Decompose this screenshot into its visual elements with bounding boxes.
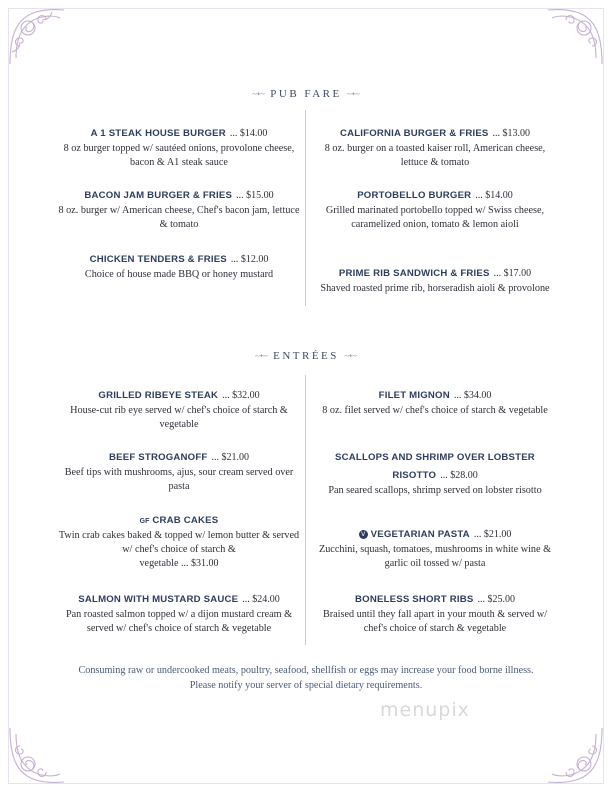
corner-ornament-icon [544, 6, 606, 68]
menu-item: V VEGETARIAN PASTA ... $21.00 Zucchini, squash, tomatoes, mushrooms in white wine & garlic oil tossed w/ pasta [318, 529, 552, 569]
menu-item: SALMON WITH MUSTARD SAUCE ... $24.00 Pan roasted salmon topped w/ a dijon mustard cream & served w/ chef's choice of starch & vegetable [65, 594, 293, 634]
flourish-icon: ~•~ [254, 351, 268, 361]
flourish-icon: ~•~ [252, 89, 266, 99]
section-title-pub-fare: ~•~ PUB FARE ~•~ [252, 88, 360, 100]
section-title-entrees: ~•~ ENTRÉES ~•~ [254, 350, 358, 362]
corner-ornament-icon [544, 724, 606, 786]
flourish-icon: ~•~ [346, 89, 360, 99]
menu-item: A 1 STEAK HOUSE BURGER ... $14.00 8 oz burger topped w/ sautéed onions, provolone cheese, bacon & A1 steak sauce [63, 128, 295, 168]
column-divider [305, 110, 306, 306]
menu-item: PRIME RIB SANDWICH & FRIES ... $17.00 Shaved roasted prime rib, horseradish aioli & provolone [320, 268, 550, 294]
allergy-notice: Consuming raw or undercooked meats, poultry, seafood, shellfish or eggs may increase your food borne illness. Please notify your server of special dietary requirements. [78, 665, 534, 691]
menu-item: CHICKEN TENDERS & FRIES ... $12.00 Choice of house made BBQ or honey mustard [84, 254, 274, 280]
menu-item: GRILLED RIBEYE STEAK ... $32.00 House-cut rib eye served w/ chef's choice of starch & vegetable [70, 390, 288, 430]
menu-item: BACON JAM BURGER & FRIES ... $15.00 8 oz. burger w/ American cheese, Chef's bacon jam, lettuce & tomato [58, 190, 300, 230]
menu-item: SCALLOPS AND SHRIMP OVER LOBSTER RISOTTO ... $28.00 Pan seared scallops, shrimp served on lobster risotto [328, 452, 542, 496]
corner-ornament-icon [6, 724, 68, 786]
flourish-icon: ~•~ [344, 351, 358, 361]
menu-item: BEEF STROGANOFF ... $21.00 Beef tips with mushrooms, ajus, sour cream served over pasta [64, 452, 294, 492]
menu-item: CALIFORNIA BURGER & FRIES ... $13.00 8 oz. burger on a toasted kaiser roll, American cheese, lettuce & tomato [324, 128, 546, 168]
column-divider [305, 375, 306, 645]
menu-item: PORTOBELLO BURGER ... $14.00 Grilled marinated portobello topped w/ Swiss cheese, caramelized onion, tomato & lemon aioli [325, 190, 545, 230]
menu-item: BONELESS SHORT RIBS ... $25.00 Braised until they fall apart in your mouth & served w/ chef's choice of starch & vegetable [322, 594, 548, 634]
vegetarian-icon: V [359, 530, 368, 539]
gluten-free-badge: GF [139, 518, 150, 525]
watermark: menupix [380, 699, 470, 721]
menu-item: GF CRAB CAKES Twin crab cakes baked & topped w/ lemon butter & served w/ chef's choice of starch & vegetable ... $31.00 [58, 515, 300, 569]
corner-ornament-icon [6, 6, 68, 68]
menu-item: FILET MIGNON ... $34.00 8 oz. filet served w/ chef's choice of starch & vegetable [322, 390, 548, 416]
